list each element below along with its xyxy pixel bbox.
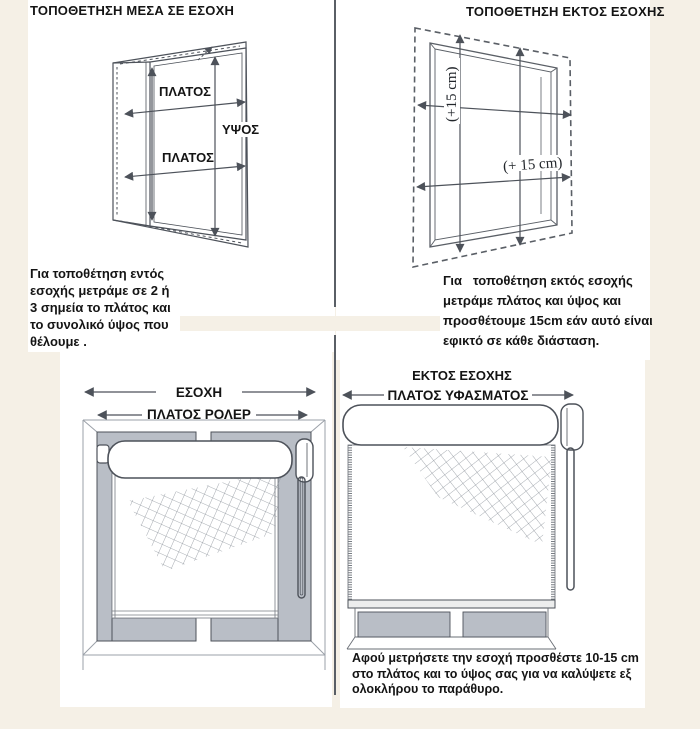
recess-label: ΕΣΟΧΗ <box>175 385 223 400</box>
chain-loop <box>567 448 574 590</box>
roller-outside-recess-diagram <box>340 385 590 653</box>
window-recess-inside-diagram <box>90 30 320 275</box>
control-end-cap <box>296 439 313 482</box>
recess-wall-bottom-right <box>211 618 278 641</box>
roller-bracket <box>97 445 109 463</box>
roller-in-recess-diagram <box>70 375 335 675</box>
bottom-rail <box>348 600 555 608</box>
note-line: θέλουμε . <box>30 334 87 349</box>
note-line: το συνολικό ύψος που <box>30 317 169 332</box>
note-line: Για τοποθέτηση εντός <box>30 266 165 281</box>
divider-top <box>334 0 336 307</box>
fabric-width-label: ΠΛΑΤΟΣ ΥΦΑΣΜΑΤΟΣ <box>387 388 529 403</box>
width-plus-label: (+ 15 cm) <box>502 154 563 176</box>
note-line: Αφού μετρήσετε την εσοχή προσθέστε 10-15 cm <box>352 651 639 665</box>
seam-band <box>180 316 440 331</box>
title-outside-recess: ΤΟΠΟΘΕΤΗΣΗ ΕΚΤΟΣ ΕΣΟΧΗΣ <box>466 4 665 19</box>
note-line: προσθέτουμε 15cm εάν αυτό είναι <box>443 313 653 328</box>
roller-width-label: ΠΛΑΤΟΣ ΡΟΛΕΡ <box>147 407 251 422</box>
height-plus-label: (+15 cm) <box>444 66 460 122</box>
roller-tube <box>108 441 292 478</box>
width-bottom-label: ΠΛΑΤΟΣ <box>162 150 214 165</box>
note-line: εσοχής μετράμε σε 2 ή <box>30 283 170 298</box>
note-line: Για τοποθέτηση εκτός εσοχής <box>443 273 633 288</box>
note-line: μετράμε πλάτος και ύψος και <box>443 293 622 308</box>
note-line: στο πλάτος και το ύψος σας για να καλύψετε εξ <box>352 666 632 681</box>
note-measure-add <box>352 651 639 698</box>
note-outside-recess <box>443 271 653 351</box>
note-line: 3 σημεία το πλάτος και <box>30 300 171 315</box>
width-top-label: ΠΛΑΤΟΣ <box>159 84 211 99</box>
note-inside-recess <box>30 265 171 350</box>
subtitle-outside-recess: ΕΚΤΟΣ ΕΣΟΧΗΣ <box>412 368 512 383</box>
window-outside-recess-diagram <box>395 20 645 275</box>
note-line: εφικτό σε κάθε διάσταση. <box>443 333 600 348</box>
control-end-cap <box>561 404 583 450</box>
title-inside-recess: ΤΟΠΟΘΕΤΗΣΗ ΜΕΣΑ ΣΕ ΕΣΟΧΗ <box>30 3 235 18</box>
height-label: ΥΨΟΣ <box>222 122 260 137</box>
note-line: ολοκλήρου το παράθυρο. <box>352 682 504 696</box>
roller-tube <box>343 405 558 445</box>
sill-pane-right <box>463 612 546 637</box>
sill-pane-left <box>358 612 450 637</box>
recess-wall-bottom-left <box>112 618 196 641</box>
